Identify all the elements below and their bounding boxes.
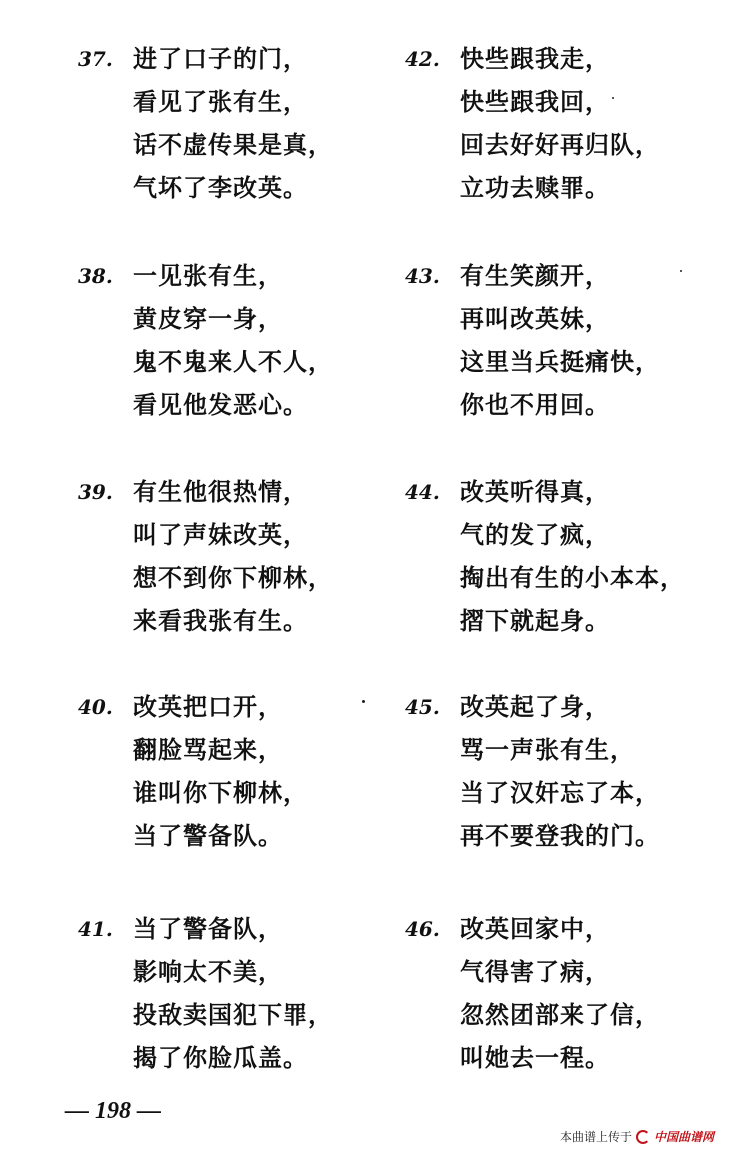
verse-line: 叫她去一程。	[460, 1043, 610, 1072]
verse-line: 快些跟我回，	[460, 87, 610, 116]
verse-line: 气得害了病，	[460, 957, 610, 986]
verse-line: 看见了张有生，	[133, 87, 308, 116]
verse-line: 改英听得真，	[460, 477, 610, 506]
verse-number: 45.	[405, 695, 440, 719]
verse-line: 改英起了身，	[460, 692, 610, 721]
site-logo-icon	[636, 1130, 650, 1144]
verse-line: 一见张有生，	[133, 261, 283, 290]
verse-line: 黄皮穿一身，	[133, 304, 283, 333]
verse-line: 揭了你脸瓜盖。	[133, 1043, 308, 1072]
verse-line: 有生笑颜开，	[460, 261, 610, 290]
verse-line: 快些跟我走，	[460, 44, 610, 73]
verse-line: 看见他发恶心。	[133, 390, 308, 419]
verse-line: 改英回家中，	[460, 914, 610, 943]
verse-line: 摺下就起身。	[460, 606, 610, 635]
verse-number: 41.	[78, 917, 113, 941]
scan-speck	[612, 97, 614, 99]
verse-line: 想不到你下柳林，	[133, 563, 333, 592]
verse-line: 气坏了李改英。	[133, 173, 308, 202]
verse-line: 气的发了疯，	[460, 520, 610, 549]
verse-number: 37.	[78, 47, 113, 71]
verse-line: 鬼不鬼来人不人，	[133, 347, 333, 376]
verse-number: 40.	[78, 695, 113, 719]
verse-number: 44.	[405, 480, 440, 504]
verse-line: 改英把口开，	[133, 692, 283, 721]
verse-line: 掏出有生的小本本，	[460, 563, 685, 592]
verse-line: 再不要登我的门。	[460, 821, 660, 850]
verse-number: 46.	[405, 917, 440, 941]
verse-line: 骂一声张有生，	[460, 735, 635, 764]
verse-line: 叫了声妹改英，	[133, 520, 308, 549]
site-name: 中国曲谱网	[654, 1130, 715, 1144]
verse-line: 来看我张有生。	[133, 606, 308, 635]
verse-line: 忽然团部来了信，	[460, 1000, 660, 1029]
verse-line: 投敌卖国犯下罪，	[133, 1000, 333, 1029]
verse-line: 回去好好再归队，	[460, 130, 660, 159]
verse-line: 谁叫你下柳林，	[133, 778, 308, 807]
verse-line: 当了警备队。	[133, 821, 283, 850]
verse-number: 39.	[78, 480, 113, 504]
verse-line: 影响太不美，	[133, 957, 283, 986]
source-watermark	[560, 1128, 714, 1145]
verse-number: 42.	[405, 47, 440, 71]
verse-line: 再叫改英妹，	[460, 304, 610, 333]
verse-line: 当了汉奸忘了本，	[460, 778, 660, 807]
verse-line: 话不虚传果是真，	[133, 130, 333, 159]
verse-line: 当了警备队，	[133, 914, 283, 943]
verse-line: 这里当兵挺痛快，	[460, 347, 660, 376]
verse-line: 翻脸骂起来，	[133, 735, 283, 764]
verse-line: 立功去赎罪。	[460, 173, 610, 202]
verse-line: 有生他很热情，	[133, 477, 308, 506]
scan-speck	[680, 270, 682, 272]
page-number: — 198 —	[65, 1098, 161, 1124]
verse-number: 43.	[405, 264, 440, 288]
verse-number: 38.	[78, 264, 113, 288]
verse-line: 你也不用回。	[460, 390, 610, 419]
upload-text: 本曲谱上传于	[560, 1130, 633, 1144]
scan-speck	[362, 700, 365, 703]
verse-line: 进了口子的门，	[133, 44, 308, 73]
